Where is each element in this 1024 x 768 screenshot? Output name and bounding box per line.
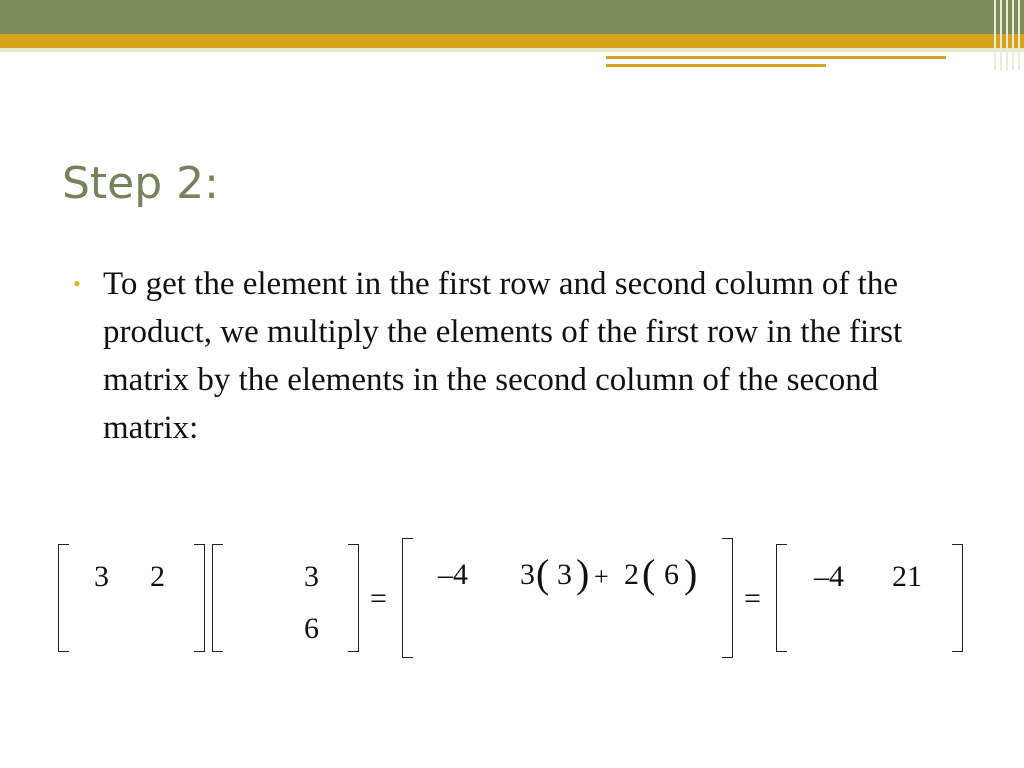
equals-sign-1: = — [370, 582, 387, 615]
matrix3-lparen2: ( — [642, 551, 656, 596]
matrix3-left-bracket — [402, 538, 413, 658]
matrix4-right-bracket — [952, 544, 963, 652]
matrix1-left-bracket — [58, 544, 69, 652]
header-vertical-stripes — [988, 0, 1024, 70]
matrix2-r1: 3 — [304, 560, 319, 593]
equals-sign-2: = — [744, 582, 761, 615]
matrix3-inner2: 6 — [664, 558, 679, 591]
matrix4-r1c1: –4 — [814, 560, 844, 593]
matrix4-left-bracket — [776, 544, 787, 652]
page-title: Step 2: — [62, 158, 219, 209]
matrix4-r1c2: 21 — [892, 560, 922, 593]
matrix3-r1c1: –4 — [438, 558, 468, 591]
matrix3-plus: + — [594, 562, 609, 591]
matrix2-left-bracket — [212, 544, 223, 652]
bullet-list — [70, 260, 970, 452]
matrix2-right-bracket — [348, 544, 359, 652]
matrix-equation — [0, 520, 1024, 680]
bullet-dot-icon: • — [73, 271, 81, 296]
matrix3-lparen1: ( — [536, 551, 550, 596]
matrix3-rparen2: ) — [684, 551, 698, 596]
bullet-text: To get the element in the first row and second column of the product, we multiply the elements of the first row in the first matrix by the elements in the second column of the second matrix: — [103, 266, 903, 446]
list-item — [70, 260, 970, 452]
header-strip-1 — [606, 56, 946, 59]
header-strip-2 — [606, 64, 826, 67]
header-band-green — [0, 0, 1024, 34]
matrix1-r1c2: 2 — [150, 560, 165, 593]
matrix3-right-bracket — [722, 538, 733, 658]
matrix1-right-bracket — [194, 544, 205, 652]
matrix3-coef2: 2 — [624, 558, 639, 591]
matrix1-r1c1: 3 — [94, 560, 109, 593]
header-band-gold — [0, 34, 1024, 48]
header-band-thin — [0, 48, 1024, 52]
matrix3-coef1: 3 — [520, 558, 535, 591]
matrix3-inner1: 3 — [557, 558, 572, 591]
matrix3-rparen1: ) — [576, 551, 590, 596]
matrix2-r2: 6 — [304, 612, 319, 645]
